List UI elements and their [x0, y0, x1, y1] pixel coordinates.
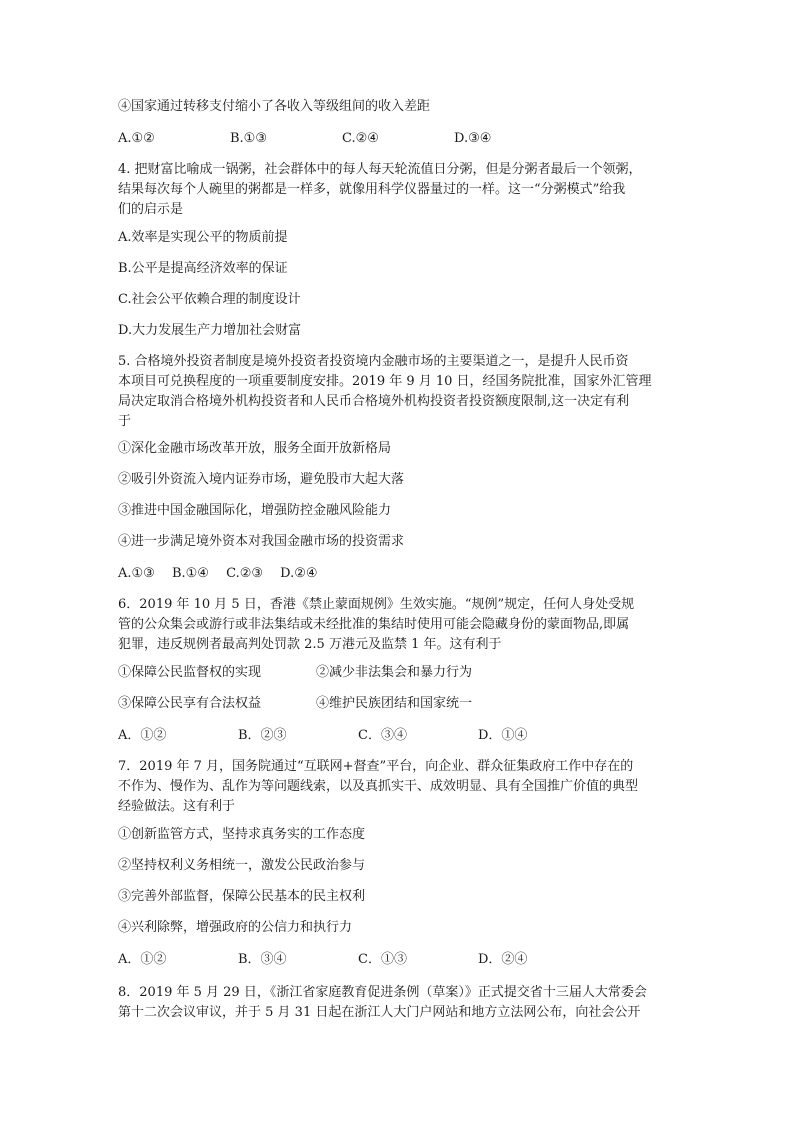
q7-item-3: ③完善外部监督，保障公民基本的民主权利 — [118, 889, 366, 904]
q7-option-b: B．③④ — [238, 952, 287, 967]
q6-item-4: ④维护民族团结和国家统一 — [316, 696, 473, 711]
q5-item-1: ①深化金融市场改革开放，服务全面开放新格局 — [118, 441, 392, 456]
q3-option-c: C.②④ — [342, 131, 379, 146]
q6-option-a: A．①② — [118, 728, 167, 743]
q8-stem-line: 第十二次会议审议，并于 5 月 31 日起在浙江人大门户网站和地方立法网公布，向社会公开 — [118, 1005, 641, 1020]
q4-option-b: B.公平是提高经济效率的保证 — [118, 261, 288, 276]
q7-option-d: D．②④ — [478, 952, 528, 967]
q5-stem-line: 5. 合格境外投资者制度是境外投资者投资境内金融市场的主要渠道之一，是提升人民币资 — [118, 354, 629, 369]
q6-stem-line: 犯罪，违反规例者最高判处罚款 2.5 万港元及监禁 1 年。这有利于 — [118, 637, 502, 652]
q7-stem-line: 经验做法。这有利于 — [118, 799, 236, 814]
q7-item-1: ①创新监管方式，坚持求真务实的工作态度 — [118, 827, 366, 842]
q5-item-3: ③推进中国金融国际化，增强防控金融风险能力 — [118, 503, 392, 518]
q7-option-a: A．①② — [118, 952, 167, 967]
q6-option-c: C．③④ — [358, 728, 407, 743]
q5-item-2: ②吸引外资流入境内证券市场，避免股市大起大落 — [118, 472, 405, 487]
q5-options: A.①③ B.①④ C.②③ D.②④ — [118, 566, 318, 581]
q7-option-c: C．①③ — [358, 952, 407, 967]
q3-item-4: ④国家通过转移支付缩小了各收入等级组间的收入差距 — [118, 99, 431, 114]
q6-item-2: ②减少非法集会和暴力行为 — [316, 665, 473, 680]
q4-option-d: D.大力发展生产力增加社会财富 — [118, 323, 302, 338]
q4-option-a: A.效率是实现公平的物质前提 — [118, 230, 288, 245]
q3-option-d: D.③④ — [454, 131, 492, 146]
q6-stem-line: 6．2019 年 10 月 5 日，香港《禁止蒙面规例》生效实施。“规例”规定，任何人身处受规 — [118, 597, 635, 612]
q5-stem-line: 局决定取消合格境外机构投资者和人民币合格境外机构投资者投资额度限制,这一决定有利 — [118, 394, 630, 409]
q3-option-a: A.①② — [118, 131, 155, 146]
q6-option-b: B．②③ — [238, 728, 287, 743]
q4-stem-line: 4. 把财富比喻成一锅粥，社会群体中的每人每天轮流值日分粥，但是分粥者最后一个领粥， — [118, 162, 642, 177]
q4-stem-line: 结果每次每个人碗里的粥都是一样多，就像用科学仪器量过的一样。这一“分粥模式”给我 — [118, 182, 626, 197]
q5-stem-line: 于 — [118, 414, 132, 429]
q7-stem-line: 不作为、慢作为、乱作为等问题线索，以及真抓实干、成效明显、具有全国推广价值的典型 — [118, 779, 639, 794]
q6-item-1: ①保障公民监督权的实现 — [118, 665, 262, 680]
q3-option-b: B.①③ — [230, 131, 267, 146]
q8-stem-line: 8．2019 年 5 月 29 日，《浙江省家庭教育促进条例（草案）》正式提交省十三届人大常委会 — [118, 985, 647, 1000]
q7-item-2: ②坚持权利义务相统一，激发公民政治参与 — [118, 858, 366, 873]
q6-option-d: D．①④ — [478, 728, 528, 743]
q7-item-4: ④兴利除弊，增强政府的公信力和执行力 — [118, 920, 353, 935]
q5-item-4: ④进一步满足境外资本对我国金融市场的投资需求 — [118, 534, 405, 549]
q6-item-3: ③保障公民享有合法权益 — [118, 696, 262, 711]
q6-stem-line: 管的公众集会或游行或非法集结或未经批准的集结时使用可能会隐藏身份的蒙面物品,即属 — [118, 617, 630, 632]
q5-stem-line: 本项目可兑换程度的一项重要制度安排。2019 年 9 月 10 日，经国务院批准，国家外汇管理 — [118, 374, 652, 389]
q7-stem-line: 7．2019 年 7 月，国务院通过“互联网+督查”平台，向企业、群众征集政府工作中存在的 — [118, 759, 634, 774]
q4-option-c: C.社会公平依赖合理的制度设计 — [118, 292, 301, 307]
q4-stem-line: 们的启示是 — [118, 202, 184, 217]
